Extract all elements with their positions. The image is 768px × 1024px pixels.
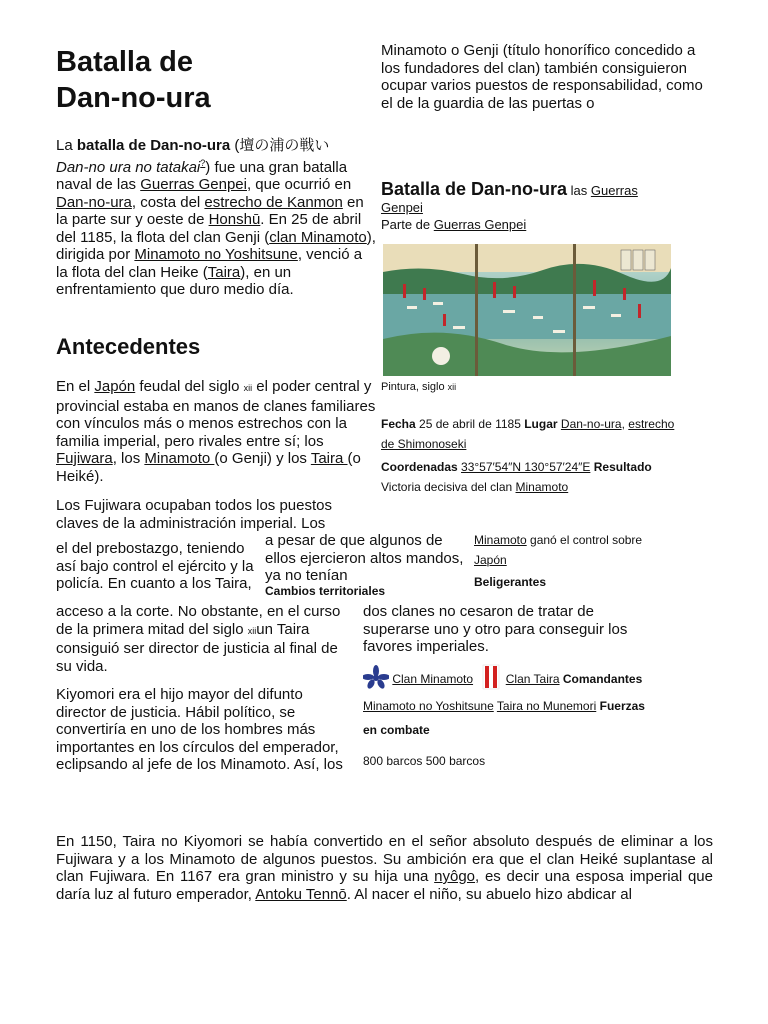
bottom-paragraph: En 1150, Taira no Kiyomori se había convertido en el señor absoluto después de eliminar a los Fujiwara y a los Minamoto de algunos puestos. Su ambición era que el clan Heiké suplantase al clan Fujiwara. En 1167 era gran ministro y su hija una nyôgo, es decir una esposa imperial que daría luz al futuro emperador, Antoku Tennō. Al nacer el niño, su abuelo hizo abdicar al bbox=[56, 833, 713, 903]
fuerzas-label-line2: en combate bbox=[363, 723, 430, 737]
fuerzas-label: Fuerzas bbox=[599, 699, 645, 713]
infobox-clanes-row bbox=[363, 664, 703, 696]
fecha-value: 25 de abril de 1185 bbox=[415, 417, 525, 431]
resultado-value: Victoria decisiva del clan bbox=[381, 480, 516, 494]
painting-caption: Pintura, siglo xii bbox=[381, 381, 457, 393]
comandantes-label: Comandantes bbox=[562, 672, 643, 687]
battle-painting bbox=[383, 244, 671, 376]
link-fujiwara[interactable]: Fujiwara bbox=[56, 450, 113, 467]
minamoto-mon-icon bbox=[363, 665, 389, 695]
lugar-link-shimonoseki[interactable]: de Shimonoseki bbox=[381, 437, 467, 451]
minamoto-gentian-crest bbox=[363, 665, 389, 689]
link-estrecho-kanmon[interactable]: estrecho de Kanmon bbox=[204, 193, 343, 211]
fujiwara-paragraph-a: Los Fujiwara ocupaban todos los puestos claves de la administración imperial. Los bbox=[56, 497, 333, 532]
infobox-link-guerras[interactable]: Guerras bbox=[590, 183, 638, 198]
link-antoku-tenno[interactable]: Antoku Tennō bbox=[255, 885, 347, 903]
lugar-link-dan-no-ura[interactable]: Dan-no-ura bbox=[560, 417, 622, 431]
beligerantes-label: Beligerantes bbox=[474, 575, 547, 589]
infobox-title: Batalla de Dan-no-ura bbox=[381, 179, 568, 199]
middle-fragment: a pesar de que algunos de ellos ejercieron altos mandos, ya no tenían bbox=[265, 532, 464, 584]
cambios-label-wrap bbox=[265, 583, 385, 599]
link-minamoto[interactable]: Minamoto bbox=[144, 450, 215, 467]
article-title bbox=[56, 44, 356, 116]
resultado-link-minamoto[interactable]: Minamoto bbox=[515, 480, 569, 494]
cambios-link-japon[interactable]: Japón bbox=[474, 553, 507, 567]
right-top-paragraph: Minamoto o Genji (título honorífico concedido a los fundadores del clan) también consiguieron ocupar varios puestos de responsabilidad, como el de la guardia de las puertas o bbox=[381, 42, 703, 112]
resultado-label: Resultado bbox=[593, 460, 652, 474]
intro-paragraph: La batalla de Dan-no-ura (壇の浦の戦い Dan-no ura no tatakai?) fue una gran batalla naval de las Guerras Genpei, que ocurrió en Dan-no-ura, costa del estrecho de Kanmon en la parte sur y oeste de Honshū. En 25 de abril del 1185, la flota del clan Genji (clan Minamoto), dirigida por Minamoto no Yoshitsune, venció a la flota del clan Heike (Taira), en un enfrentamiento que duro medio día. bbox=[56, 137, 376, 298]
infobox-fecha-lugar: Fecha 25 de abril de 1185 Lugar Dan-no-ura, estrecho de Shimonoseki bbox=[381, 417, 675, 451]
link-clan-minamoto[interactable]: clan Minamoto bbox=[269, 228, 367, 246]
lugar-link-estrecho[interactable]: estrecho bbox=[628, 417, 675, 431]
coordenadas-label: Coordenadas bbox=[381, 460, 458, 474]
battle-name-bold: batalla de Dan-no-ura bbox=[76, 137, 231, 154]
fuerzas-value: 800 barcos 500 barcos bbox=[363, 754, 486, 768]
link-taira[interactable]: Taira bbox=[207, 263, 241, 281]
link-taira-2[interactable]: Taira bbox=[310, 450, 348, 467]
link-guerras-genpei[interactable]: Guerras Genpei bbox=[140, 176, 247, 193]
painting-illustration bbox=[383, 244, 671, 376]
acceso-paragraph: acceso a la corte. No obstante, en el curso de la primera mitad del siglo xiiun Taira consiguió ser director de justicia al final de su vida. bbox=[56, 603, 341, 675]
infobox-coordenadas-resultado bbox=[381, 457, 711, 497]
coordenadas-link[interactable]: 33°57′54″N 130°57′24″E bbox=[461, 460, 591, 474]
link-dan-no-ura[interactable]: Dan-no-ura bbox=[56, 193, 132, 211]
link-japon[interactable]: Japón bbox=[94, 378, 136, 395]
dos-clanes-paragraph: dos clanes no cesaron de tratar de superarse uno y otro para conseguir los favores imperiales. bbox=[363, 603, 628, 655]
comandante-munemori-link[interactable]: Taira no Munemori bbox=[496, 699, 597, 713]
title-line-2: Dan-no-ura bbox=[56, 82, 211, 114]
pronunciation-help-link[interactable]: ? bbox=[200, 157, 206, 168]
section-heading-antecedentes: Antecedentes bbox=[56, 334, 201, 359]
fecha-label: Fecha bbox=[381, 417, 416, 431]
antecedentes-paragraph: En el Japón feudal del siglo xii el poder central y provincial estaba en manos de clanes familiares con vínculos más o menos estrechos con la familia imperial, pero rivales entre sí; los Fujiwara, los Minamoto (o Genji) y los Taira (o Heiké). bbox=[56, 378, 376, 485]
clan-minamoto-link[interactable]: Clan Minamoto bbox=[392, 672, 474, 687]
link-minamoto-yoshitsune[interactable]: Minamoto no Yoshitsune bbox=[134, 246, 298, 263]
link-honshu[interactable]: Honshū bbox=[208, 211, 261, 228]
lugar-label: Lugar bbox=[524, 417, 558, 431]
comandante-yoshitsune-link[interactable]: Minamoto no Yoshitsune bbox=[363, 699, 494, 713]
cambios-territoriales-label: Cambios territoriales bbox=[265, 584, 386, 598]
infobox-link-genpei[interactable]: Genpei bbox=[381, 200, 423, 215]
romaji-italic: Dan-no ura no tatakai bbox=[56, 158, 201, 176]
taira-red-banner bbox=[480, 664, 502, 690]
fujiwara-paragraph-b: el del prebostazgo, teniendo así bajo control el ejército y la policía. En cuanto a los Taira, bbox=[56, 540, 254, 592]
link-nyogo[interactable]: nyôgo bbox=[434, 868, 476, 885]
infobox-link-parte-de[interactable]: Guerras Genpei bbox=[433, 217, 527, 232]
title-line-1: Batalla de bbox=[56, 46, 193, 78]
infobox-cambios-value: Minamoto ganó el control sobre Japón Beligerantes bbox=[474, 533, 643, 589]
kiyomori-paragraph: Kiyomori era el hijo mayor del difunto director de justicia. Hábil político, se convertiría en uno de los hombres más importantes en los círculos del emperador, eclipsando al jefe de los Minamoto. Así, los bbox=[56, 686, 343, 773]
taira-flag-icon bbox=[480, 664, 502, 696]
clan-taira-link[interactable]: Clan Taira bbox=[505, 672, 560, 687]
infobox-header: Batalla de Dan-no-ura las Guerras Genpei Parte de Guerras Genpei bbox=[381, 179, 638, 232]
cambios-link-minamoto[interactable]: Minamoto bbox=[474, 533, 527, 547]
infobox-comandantes-row bbox=[363, 696, 703, 740]
